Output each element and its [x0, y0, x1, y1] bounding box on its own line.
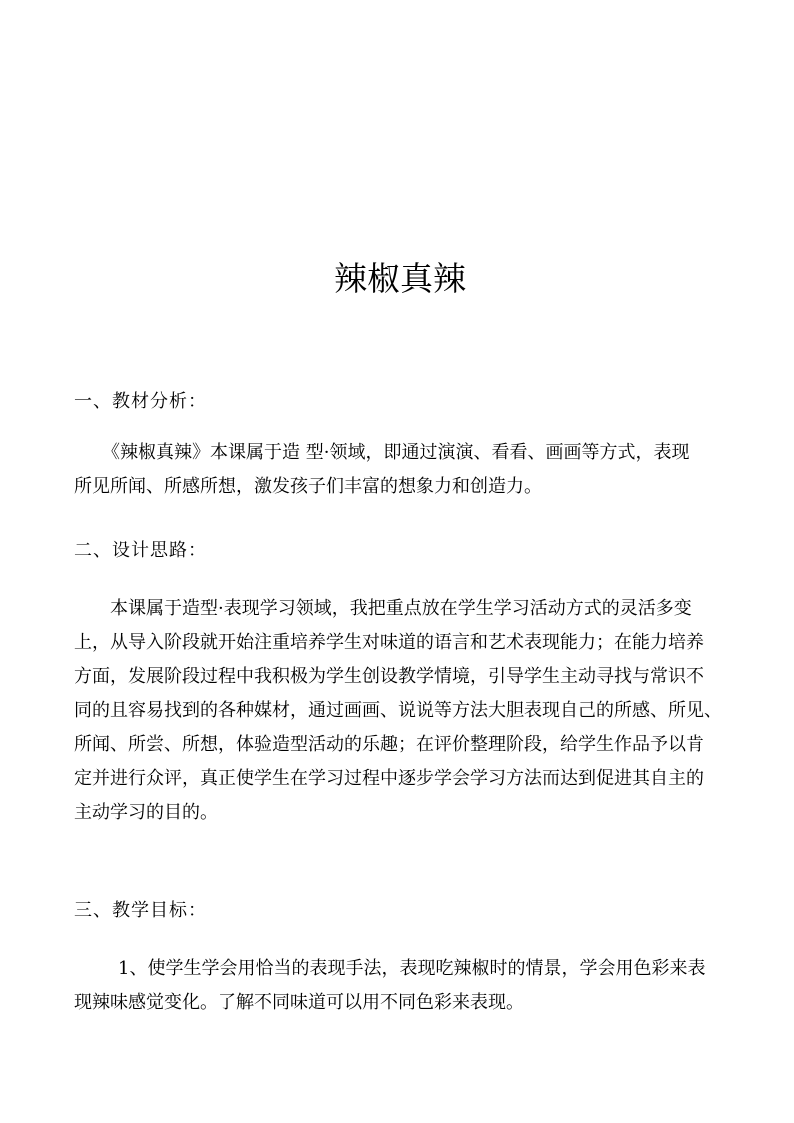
paragraph-teaching-objectives: [74, 952, 722, 1020]
paragraph-design-ideas: [74, 592, 722, 830]
document-title: 辣椒真辣: [334, 259, 466, 298]
paragraph-line: 上，从导入阶段就开始注重培养学生对味道的语言和艺术表现能力；在能力培养: [74, 632, 704, 653]
paragraph-line: 《辣椒真辣》本课属于造 型·领域，即通过演演、看看、画画等方式，表现: [102, 442, 690, 463]
paragraph-line: 本课属于造型·表现学习领域，我把重点放在学生学习活动方式的灵活多变: [110, 598, 692, 619]
paragraph-line: 定并进行众评，真正使学生在学习过程中逐步学会学习方法而达到促进其自主的: [74, 768, 704, 789]
section-heading-materials-analysis: 一、教材分析：: [74, 391, 207, 412]
paragraph-line: 所闻、所尝、所想，体验造型活动的乐趣；在评价整理阶段，给学生作品予以肯: [74, 734, 704, 755]
paragraph-materials-analysis: [74, 436, 722, 504]
section-heading-teaching-objectives: 三、教学目标：: [74, 900, 207, 921]
paragraph-line: 所见所闻、所感所想，激发孩子们丰富的想象力和创造力。: [74, 476, 542, 497]
paragraph-line: 1、使学生学会用恰当的表现手法，表现吃辣椒时的情景，学会用色彩来表: [118, 958, 706, 979]
paragraph-line: 主动学习的目的。: [74, 802, 218, 823]
paragraph-line: 同的且容易找到的各种媒材，通过画画、说说等方法大胆表现自己的所感、所见、: [74, 700, 722, 721]
paragraph-line: 方面，发展阶段过程中我积极为学生创设教学情境，引导学生主动寻找与常识不: [74, 666, 704, 687]
section-heading-design-ideas: 二、设计思路：: [74, 540, 207, 561]
paragraph-line: 现辣味感觉变化。了解不同味道可以用不同色彩来表现。: [74, 992, 524, 1013]
